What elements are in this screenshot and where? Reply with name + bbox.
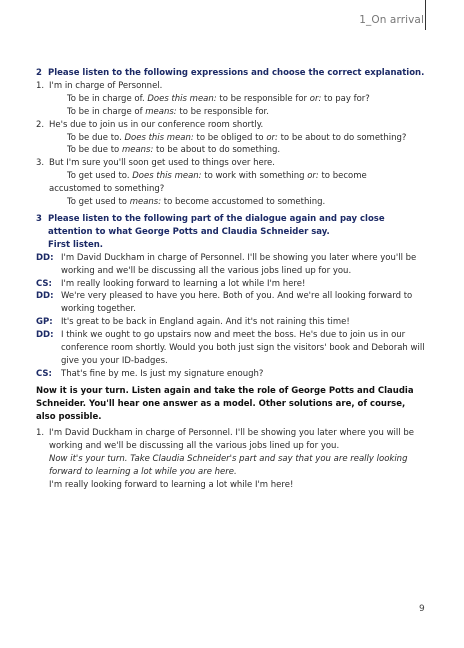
dialogue-line	[36, 278, 426, 291]
exercise-instruction: Please listen to the following part of the dialogue again and pay close attention to what George Potts and Claudia Schneider say.	[48, 213, 385, 237]
expression-text: I'm in charge of Personnel.	[49, 80, 163, 91]
question-line-wrap: accustomed to something?	[49, 184, 165, 195]
speaker: DD:	[36, 330, 54, 341]
dialogue-text: We're very pleased to have you here. Both of you. And we're all looking forward to working together.	[61, 291, 413, 315]
speaker: CS:	[36, 368, 52, 379]
expression-text: He's due to join us in our conference room shortly.	[49, 119, 264, 130]
speaker: CS:	[36, 278, 52, 289]
your-turn-instruction: Now it is your turn. Listen again and take the role of George Potts and Claudia Schneider. You'll hear one answer as a model. Other solutions are, of course, also possible.	[36, 385, 414, 422]
answer-line: To be in charge of means: to be responsible for.	[67, 106, 269, 117]
dialogue-text: It's great to be back in England again. And it's not raining this time!	[61, 317, 350, 328]
exercise-number: 3	[36, 213, 42, 224]
dialogue-line	[36, 316, 426, 329]
dialogue-line	[36, 329, 426, 368]
answer-line: To be due to means: to be about to do something.	[67, 145, 281, 156]
model-answer: I'm really looking forward to learning a lot while I'm here!	[49, 480, 294, 491]
speaker: DD:	[36, 252, 54, 263]
expression-item	[36, 80, 426, 119]
item-number: 1.	[36, 80, 45, 91]
task-instruction: Now it's your turn. Take Claudia Schneider's part and say that you are really looking forward to learning a lot while you are here.	[49, 454, 408, 478]
speaker: DD:	[36, 291, 54, 302]
expression-item	[36, 157, 426, 209]
task-item	[36, 427, 426, 453]
first-listen-label: First listen.	[48, 239, 103, 250]
expression-text: But I'm sure you'll soon get used to things over here.	[49, 158, 275, 169]
dialogue-line	[36, 252, 426, 278]
question-line: To be due to. Does this mean: to be obliged to or: to be about to do something?	[67, 132, 407, 143]
question-line: To get used to. Does this mean: to work with something or: to become	[67, 171, 367, 182]
header-divider	[425, 0, 426, 30]
exercise-number: 2	[36, 68, 42, 78]
speaker: GP:	[36, 317, 53, 328]
page-number: 9	[419, 604, 425, 614]
answer-line: To get used to means: to become accustomed to something.	[67, 197, 326, 208]
expression-item	[36, 119, 426, 158]
exercise-2-heading	[36, 67, 426, 80]
item-number: 3.	[36, 158, 45, 169]
dialogue-text: I'm really looking forward to learning a lot while I'm here!	[61, 278, 306, 289]
task-line: I'm David Duckham in charge of Personnel. I'll be showing you later where you will be working and we'll be discussing all the various jobs lined up for you.	[49, 428, 414, 452]
page-content	[36, 67, 426, 492]
dialogue-line	[36, 290, 426, 316]
exercise-3-heading	[36, 213, 426, 239]
item-number: 2.	[36, 119, 45, 130]
exercise-instruction: Please listen to the following expressions and choose the correct explanation.	[48, 68, 425, 78]
dialogue-text: I think we ought to go upstairs now and meet the boss. He's due to join us in our conference room shortly. Would you both just sign the visitors' book and Deborah will give you your ID-badges.	[61, 330, 425, 366]
dialogue-text: I'm David Duckham in charge of Personnel. I'll be showing you later where you'll be working and we'll be discussing all the various jobs lined up for you.	[61, 252, 417, 276]
dialogue-text: That's fine by me. Is just my signature enough?	[61, 368, 264, 379]
dialogue-line	[36, 368, 426, 381]
section-header: 1_On arrival	[359, 14, 424, 26]
question-line: To be in charge of. Does this mean: to be responsible for or: to pay for?	[67, 93, 370, 104]
item-number: 1.	[36, 428, 45, 439]
